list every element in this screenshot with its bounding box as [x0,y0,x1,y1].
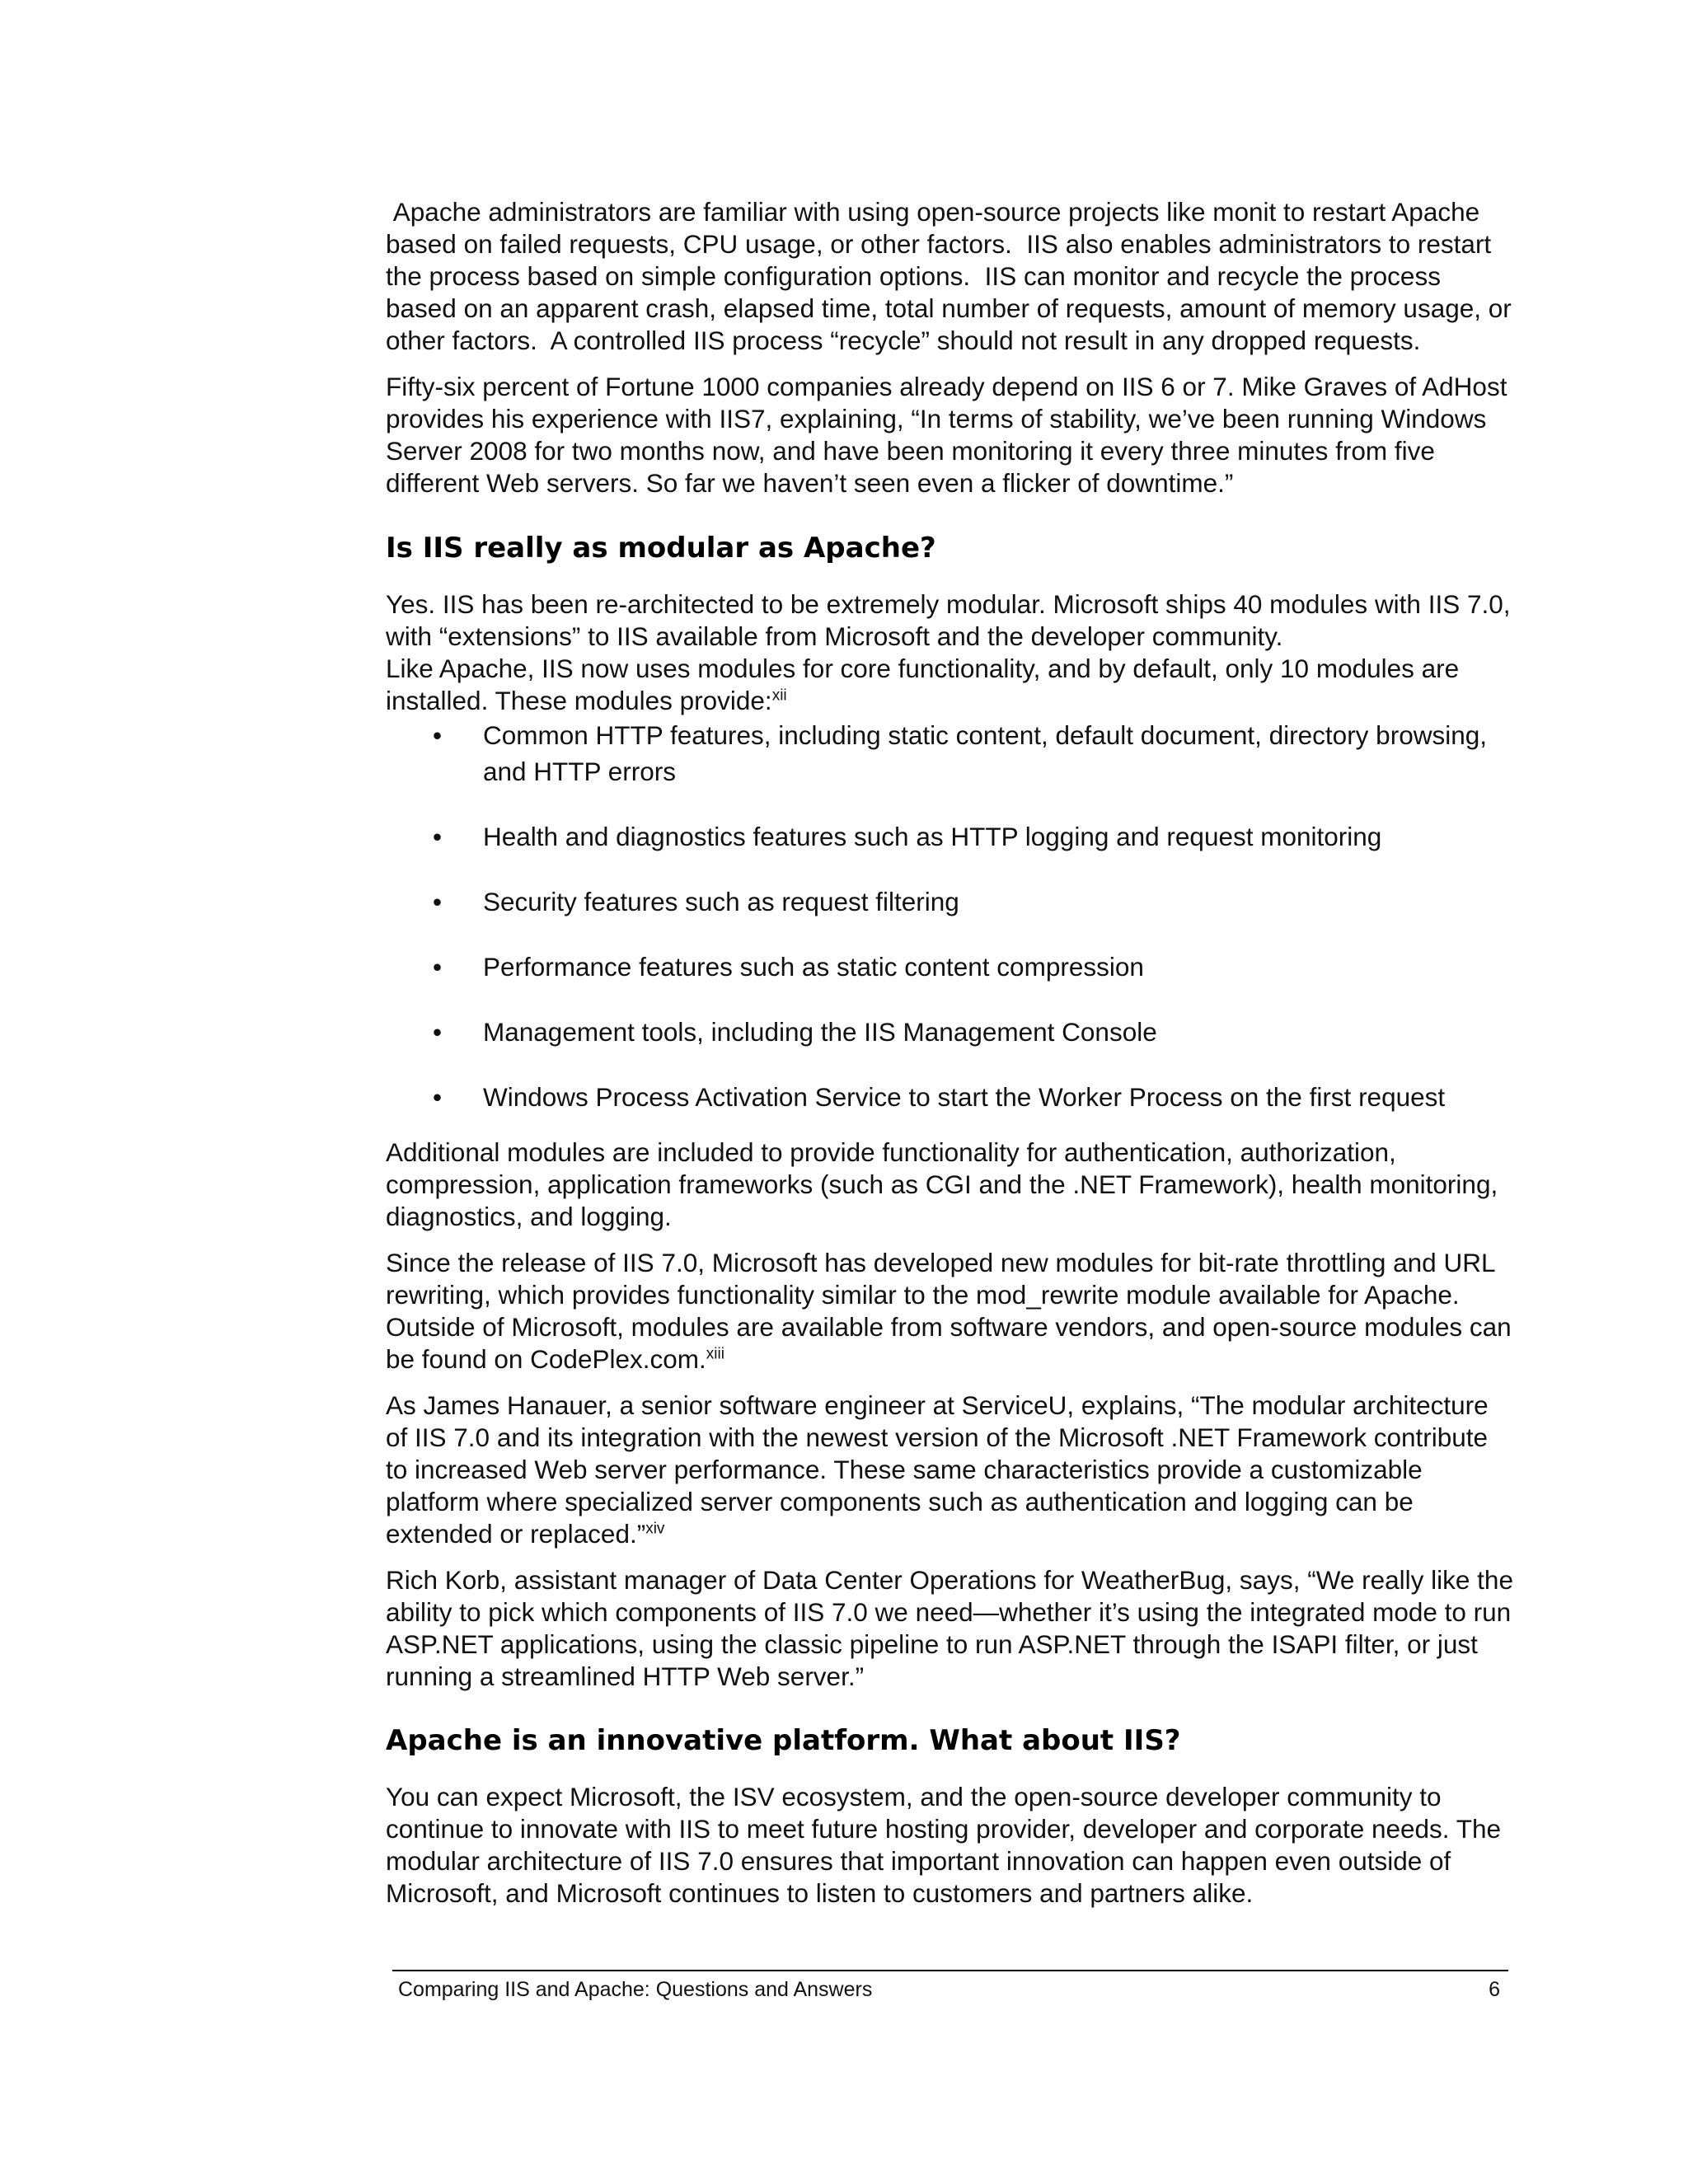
heading-innovation: Apache is an innovative platform. What about IIS? [386,1724,1181,1757]
endnote-ref: xiii [706,1345,724,1363]
heading-modular: Is IIS really as modular as Apache? [386,532,936,565]
list-item [386,818,1517,855]
paragraph-text: Since the release of IIS 7.0, Microsoft has developed new modules for bit-rate throttling and URL rewriting, which provides functionality similar to the mod_rewrite module available for Apache. Outside of Microsoft, modules are available from software vendors, and open-source modules can be found on CodePlex.com. [386,1248,1512,1374]
list-item-text: Security features such as request filtering [483,887,959,916]
paragraph-text: Like Apache, IIS now uses modules for core functionality, and by default, only 10 modules are installed. These modules provide: [386,654,1460,715]
endnote-ref: xiv [645,1520,665,1538]
paragraph-text: Additional modules are included to provide functionality for authentication, authorization, compression, application frameworks (such as CGI and the .NET Framework), health monitoring, diagnostics, and logging. [386,1137,1498,1231]
bullet-icon: • [433,1017,443,1047]
paragraph-hanauer-quote [386,1390,1517,1550]
module-feature-list [386,717,1517,1115]
bullet-icon: • [433,887,443,916]
list-item [386,1014,1517,1050]
list-item-text: Windows Process Activation Service to start the Worker Process on the first request [483,1082,1446,1112]
list-item [386,1079,1517,1115]
paragraph-text: Apache administrators are familiar with using open-source projects like monit to restart Apache based on failed requests, CPU usage, or other factors. IIS also enables administrators to restart the process based on simple configuration options. IIS can monitor and recycle the process based on an apparent crash, elapsed time, total number of requests, amount of memory usage, or other factors. A controlled IIS process “recycle” should not result in any dropped requests. [386,197,1519,355]
paragraph-text: Fifty-six percent of Fortune 1000 companies already depend on IIS 6 or 7. Mike Graves of AdHost provides his experience with IIS7, explaining, “In terms of stability, we’ve been running Windows Server 2008 for two months now, and have been monitoring it every three minutes from five different Web servers. So far we haven’t seen even a flicker of downtime.” [386,372,1507,498]
footer-divider [392,1970,1508,1971]
list-item-text: Performance features such as static content compression [483,952,1144,982]
endnote-ref: xii [771,687,787,705]
bullet-icon: • [433,720,443,750]
list-item [386,949,1517,985]
list-item-text: Health and diagnostics features such as HTTP logging and request monitoring [483,822,1382,851]
paragraph-text: Yes. IIS has been re-architected to be extremely modular. Microsoft ships 40 modules with IIS 7.0, with “extensions” to IIS available from Microsoft and the developer community. [386,589,1511,651]
list-item-text: Management tools, including the IIS Management Console [483,1017,1157,1047]
list-item-text: Common HTTP features, including static content, default document, directory browsing, and HTTP errors [483,720,1487,786]
paragraph-modules-intro [386,588,1517,717]
paragraph-text: You can expect Microsoft, the ISV ecosystem, and the open-source developer community to continue to innovate with IIS to meet future hosting provider, developer and corporate needs. The modular architecture of IIS 7.0 ensures that important innovation can happen even outside of Microsoft, and Microsoft continues to listen to customers and partners alike. [386,1782,1502,1908]
paragraph-korb-quote [386,1564,1517,1693]
list-item [386,883,1517,920]
paragraph-additional-modules [386,1137,1517,1233]
paragraph-future-innovation [386,1781,1517,1910]
bullet-icon: • [433,822,443,851]
page-body [386,196,1517,1910]
page-number: 6 [1489,1978,1500,2001]
paragraph-text: Rich Korb, assistant manager of Data Center Operations for WeatherBug, says, “We really like the ability to pick which components of IIS 7.0 we need—whether it’s using the integrated mode to run ASP.NET applications, using the classic pipeline to run ASP.NET through the ISAPI filter, or just running a streamlined HTTP Web server.” [386,1565,1513,1691]
paragraph-process-recycling [386,196,1517,357]
bullet-icon: • [433,952,443,982]
paragraph-new-modules [386,1247,1517,1376]
footer-title: Comparing IIS and Apache: Questions and Answers [398,1978,873,2001]
paragraph-text: As James Hanauer, a senior software engineer at ServiceU, explains, “The modular architecture of IIS 7.0 and its integration with the newest version of the Microsoft .NET Framework contribute to increased Web server performance. These same characteristics provide a customizable platform where specialized server components such as authentication and logging can be extended or replaced.” [386,1390,1489,1549]
bullet-icon: • [433,1082,443,1112]
paragraph-fortune-1000 [386,371,1517,499]
list-item [386,717,1517,790]
